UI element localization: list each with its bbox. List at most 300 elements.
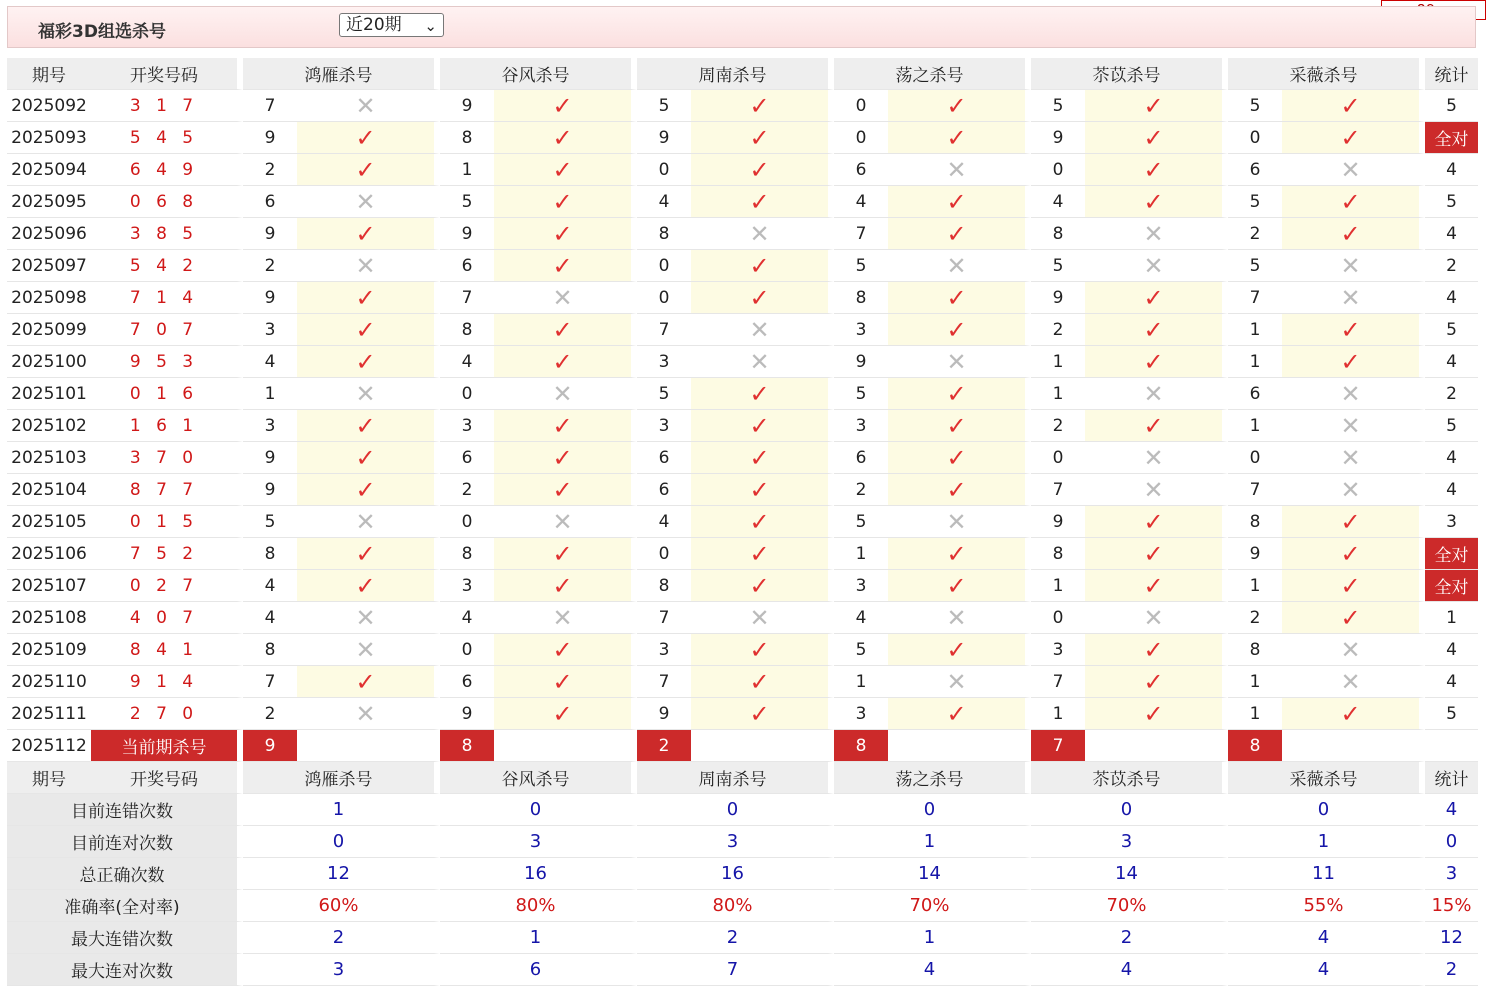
check-icon: ✓: [1085, 122, 1228, 154]
check-icon: ✓: [691, 506, 834, 538]
kill-number-cell: 8: [834, 282, 888, 314]
check-icon: ✓: [888, 634, 1031, 666]
stat-cell: 4: [1425, 634, 1478, 666]
check-icon: ✓: [691, 634, 834, 666]
cross-icon: ✕: [494, 506, 637, 538]
column-header-expert: 采薇杀号: [1228, 58, 1425, 90]
kill-number-cell: 3: [834, 570, 888, 602]
period-range-select[interactable]: [339, 13, 444, 37]
kill-number-cell: 1: [1228, 570, 1282, 602]
stat-cell: 4: [1425, 346, 1478, 378]
kill-number-cell: 7: [440, 282, 494, 314]
summary-value: 3: [1425, 858, 1478, 890]
kill-number-cell: 9: [834, 346, 888, 378]
check-icon: ✓: [1085, 634, 1228, 666]
summary-value: 70%: [834, 890, 1031, 922]
kill-number-cell: 1: [1031, 698, 1085, 730]
check-icon: ✓: [691, 410, 834, 442]
check-icon: ✓: [494, 570, 637, 602]
period-cell: 2025104: [7, 474, 91, 506]
table-row: [7, 570, 1478, 602]
check-icon: ✓: [888, 186, 1031, 218]
kill-number-cell: 3: [637, 634, 691, 666]
check-icon: ✓: [494, 218, 637, 250]
cross-icon: ✕: [1282, 666, 1425, 698]
kill-number-cell: 0: [440, 634, 494, 666]
kill-number-cell: 9: [243, 218, 297, 250]
kill-number-cell: 8: [440, 538, 494, 570]
check-icon: ✓: [1085, 570, 1228, 602]
current-kill-number: 8: [1228, 730, 1282, 762]
empty-cell: [297, 730, 440, 762]
cross-icon: ✕: [297, 378, 440, 410]
check-icon: ✓: [494, 154, 637, 186]
period-cell: 2025105: [7, 506, 91, 538]
summary-value: 0: [243, 826, 440, 858]
summary-value: 70%: [1031, 890, 1228, 922]
check-icon: ✓: [888, 90, 1031, 122]
kill-number-cell: 0: [834, 90, 888, 122]
draw-number-cell: 6 4 9: [91, 154, 243, 186]
check-icon: ✓: [1282, 122, 1425, 154]
period-cell: 2025101: [7, 378, 91, 410]
summary-value: 80%: [440, 890, 637, 922]
kill-number-cell: 5: [637, 90, 691, 122]
cross-icon: ✕: [1282, 250, 1425, 282]
kill-number-cell: 9: [637, 698, 691, 730]
column-header-period: 期号: [7, 762, 91, 794]
empty-cell: [494, 730, 637, 762]
kill-number-cell: 5: [243, 506, 297, 538]
period-cell: 2025111: [7, 698, 91, 730]
check-icon: ✓: [1085, 282, 1228, 314]
check-icon: ✓: [494, 442, 637, 474]
cross-icon: ✕: [1085, 602, 1228, 634]
kill-number-cell: 8: [1031, 218, 1085, 250]
kill-number-cell: 8: [243, 538, 297, 570]
summary-value: 0: [834, 794, 1031, 826]
check-icon: ✓: [888, 442, 1031, 474]
kill-number-cell: 0: [1031, 154, 1085, 186]
cross-icon: ✕: [1085, 218, 1228, 250]
summary-value: 0: [637, 794, 834, 826]
stat-cell: 2: [1425, 250, 1478, 282]
all-correct-badge: 全对: [1425, 122, 1478, 154]
check-icon: ✓: [888, 570, 1031, 602]
kill-number-cell: 1: [834, 538, 888, 570]
column-header-expert: 谷风杀号: [440, 58, 637, 90]
summary-value: 1: [440, 922, 637, 954]
period-cell: 2025095: [7, 186, 91, 218]
kill-number-cell: 8: [637, 218, 691, 250]
check-icon: ✓: [494, 538, 637, 570]
stat-cell: 4: [1425, 474, 1478, 506]
kill-number-cell: 1: [1228, 666, 1282, 698]
check-icon: ✓: [888, 474, 1031, 506]
kill-number-cell: 7: [637, 602, 691, 634]
kill-number-cell: 5: [834, 378, 888, 410]
page-title: 福彩3D组选杀号: [38, 22, 166, 42]
kill-number-cell: 4: [637, 186, 691, 218]
check-icon: ✓: [1282, 218, 1425, 250]
check-icon: ✓: [1282, 506, 1425, 538]
period-cell: 2025097: [7, 250, 91, 282]
stat-cell: 1: [1425, 602, 1478, 634]
column-header-expert: 荡之杀号: [834, 762, 1031, 794]
header-row: [7, 762, 1478, 794]
period-cell: 2025110: [7, 666, 91, 698]
kill-number-cell: 5: [1031, 90, 1085, 122]
kill-number-cell: 6: [440, 250, 494, 282]
summary-value: 4: [1228, 922, 1425, 954]
draw-number-cell: 8 4 1: [91, 634, 243, 666]
kill-number-cell: 0: [637, 250, 691, 282]
kill-number-cell: 6: [834, 154, 888, 186]
check-icon: ✓: [297, 154, 440, 186]
kill-number-cell: 9: [1031, 122, 1085, 154]
draw-number-cell: 8 7 7: [91, 474, 243, 506]
kill-number-cell: 2: [243, 698, 297, 730]
check-icon: ✓: [691, 90, 834, 122]
kill-number-cell: 7: [1228, 474, 1282, 506]
kill-number-cell: 8: [440, 314, 494, 346]
kill-number-cell: 2: [1228, 602, 1282, 634]
column-header-draw: 开奖号码: [91, 58, 243, 90]
cross-icon: ✕: [494, 602, 637, 634]
summary-row: [7, 858, 1478, 890]
kill-number-cell: 4: [440, 602, 494, 634]
summary-label: 目前连错次数: [7, 794, 243, 826]
page-header: [7, 6, 1476, 48]
summary-value: 12: [243, 858, 440, 890]
summary-value: 4: [1031, 954, 1228, 986]
period-cell: 2025099: [7, 314, 91, 346]
check-icon: ✓: [494, 410, 637, 442]
kill-number-cell: 5: [834, 634, 888, 666]
kill-number-cell: 0: [1228, 122, 1282, 154]
kill-number-cell: 4: [243, 570, 297, 602]
draw-number-cell: 0 2 7: [91, 570, 243, 602]
period-cell: 2025106: [7, 538, 91, 570]
kill-number-cell: 9: [243, 282, 297, 314]
empty-cell: [1425, 730, 1478, 762]
check-icon: ✓: [1085, 666, 1228, 698]
check-icon: ✓: [494, 698, 637, 730]
cross-icon: ✕: [691, 346, 834, 378]
table-row: [7, 634, 1478, 666]
check-icon: ✓: [888, 698, 1031, 730]
summary-value: 4: [1425, 794, 1478, 826]
stat-cell: 2: [1425, 378, 1478, 410]
all-correct-badge: 全对: [1425, 570, 1478, 602]
summary-value: 16: [637, 858, 834, 890]
column-header-expert: 苶苡杀号: [1031, 58, 1228, 90]
summary-row: [7, 826, 1478, 858]
kill-number-cell: 8: [243, 634, 297, 666]
kill-number-cell: 1: [1228, 346, 1282, 378]
table-row: [7, 474, 1478, 506]
cross-icon: ✕: [888, 602, 1031, 634]
kill-number-cell: 9: [637, 122, 691, 154]
kill-number-cell: 0: [1031, 442, 1085, 474]
period-cell: 2025100: [7, 346, 91, 378]
table-row: [7, 314, 1478, 346]
check-icon: ✓: [297, 474, 440, 506]
cross-icon: ✕: [297, 634, 440, 666]
column-header-expert: 周南杀号: [637, 762, 834, 794]
column-header-period: 期号: [7, 58, 91, 90]
check-icon: ✓: [1085, 410, 1228, 442]
check-icon: ✓: [297, 538, 440, 570]
cross-icon: ✕: [297, 250, 440, 282]
summary-value: 4: [1228, 954, 1425, 986]
check-icon: ✓: [691, 442, 834, 474]
draw-number-cell: 0 1 5: [91, 506, 243, 538]
check-icon: ✓: [691, 474, 834, 506]
kill-number-cell: 6: [637, 442, 691, 474]
kill-number-cell: 5: [637, 378, 691, 410]
summary-value: 14: [834, 858, 1031, 890]
check-icon: ✓: [691, 570, 834, 602]
stat-cell: 4: [1425, 218, 1478, 250]
cross-icon: ✕: [888, 346, 1031, 378]
table-row: [7, 442, 1478, 474]
check-icon: ✓: [1282, 570, 1425, 602]
kill-number-cell: 4: [243, 346, 297, 378]
summary-value: 0: [1228, 794, 1425, 826]
kill-number-cell: 0: [1031, 602, 1085, 634]
kill-number-cell: 4: [834, 602, 888, 634]
check-icon: ✓: [297, 314, 440, 346]
summary-value: 4: [834, 954, 1031, 986]
summary-value: 15%: [1425, 890, 1478, 922]
cross-icon: ✕: [1085, 250, 1228, 282]
kill-number-cell: 6: [834, 442, 888, 474]
cross-icon: ✕: [1085, 378, 1228, 410]
check-icon: ✓: [297, 570, 440, 602]
draw-number-cell: 7 5 2: [91, 538, 243, 570]
summary-value: 55%: [1228, 890, 1425, 922]
kill-number-cell: 0: [1228, 442, 1282, 474]
check-icon: ✓: [1085, 186, 1228, 218]
check-icon: ✓: [1085, 538, 1228, 570]
cross-icon: ✕: [1282, 378, 1425, 410]
kill-number-cell: 7: [637, 314, 691, 346]
draw-number-cell: 9 5 3: [91, 346, 243, 378]
kill-number-cell: 2: [1031, 314, 1085, 346]
table-row: [7, 506, 1478, 538]
current-period-row: [7, 730, 1478, 762]
draw-number-cell: 4 0 7: [91, 602, 243, 634]
summary-value: 3: [637, 826, 834, 858]
kill-number-cell: 9: [1031, 282, 1085, 314]
kill-number-cell: 4: [440, 346, 494, 378]
current-kill-label: 当前期杀号: [91, 730, 243, 762]
kill-number-cell: 6: [1228, 154, 1282, 186]
kill-number-cell: 0: [834, 122, 888, 154]
period-cell: 2025094: [7, 154, 91, 186]
summary-value: 60%: [243, 890, 440, 922]
table-row: [7, 378, 1478, 410]
cross-icon: ✕: [691, 602, 834, 634]
cross-icon: ✕: [297, 186, 440, 218]
kill-number-cell: 7: [243, 666, 297, 698]
cross-icon: ✕: [297, 506, 440, 538]
summary-label: 目前连对次数: [7, 826, 243, 858]
check-icon: ✓: [888, 314, 1031, 346]
kill-number-cell: 8: [440, 122, 494, 154]
kill-number-cell: 5: [834, 250, 888, 282]
kill-number-cell: 9: [243, 122, 297, 154]
check-icon: ✓: [1282, 538, 1425, 570]
period-cell: 2025109: [7, 634, 91, 666]
check-icon: ✓: [297, 442, 440, 474]
kill-number-cell: 8: [637, 570, 691, 602]
kill-number-cell: 8: [1228, 506, 1282, 538]
kill-number-cell: 4: [243, 602, 297, 634]
kill-number-cell: 1: [1228, 314, 1282, 346]
check-icon: ✓: [888, 122, 1031, 154]
summary-label: 最大连错次数: [7, 922, 243, 954]
check-icon: ✓: [1282, 186, 1425, 218]
kill-number-cell: 2: [1228, 218, 1282, 250]
check-icon: ✓: [494, 346, 637, 378]
check-icon: ✓: [691, 154, 834, 186]
check-icon: ✓: [494, 122, 637, 154]
empty-cell: [1085, 730, 1228, 762]
summary-value: 14: [1031, 858, 1228, 890]
kill-number-cell: 7: [243, 90, 297, 122]
cross-icon: ✕: [494, 378, 637, 410]
summary-value: 3: [243, 954, 440, 986]
stat-cell: 3: [1425, 506, 1478, 538]
kill-number-cell: 2: [440, 474, 494, 506]
kill-number-cell: 5: [440, 186, 494, 218]
kill-number-cell: 0: [637, 282, 691, 314]
draw-number-cell: 5 4 5: [91, 122, 243, 154]
cross-icon: ✕: [1085, 442, 1228, 474]
summary-row: [7, 890, 1478, 922]
kill-number-cell: 0: [637, 538, 691, 570]
cross-icon: ✕: [297, 698, 440, 730]
check-icon: ✓: [1282, 90, 1425, 122]
check-icon: ✓: [691, 538, 834, 570]
check-icon: ✓: [691, 250, 834, 282]
kill-number-cell: 5: [1228, 90, 1282, 122]
kill-number-cell: 3: [440, 410, 494, 442]
cross-icon: ✕: [1282, 282, 1425, 314]
kill-number-cell: 9: [1031, 506, 1085, 538]
stat-cell: 5: [1425, 698, 1478, 730]
period-cell: 2025102: [7, 410, 91, 442]
period-cell: 2025093: [7, 122, 91, 154]
kill-number-cell: 6: [440, 666, 494, 698]
check-icon: ✓: [494, 666, 637, 698]
kill-number-cell: 2: [243, 250, 297, 282]
kill-number-cell: 7: [637, 666, 691, 698]
check-icon: ✓: [297, 410, 440, 442]
check-icon: ✓: [691, 378, 834, 410]
check-icon: ✓: [494, 634, 637, 666]
cross-icon: ✕: [297, 602, 440, 634]
check-icon: ✓: [494, 474, 637, 506]
table-row: [7, 410, 1478, 442]
column-header-expert: 苶苡杀号: [1031, 762, 1228, 794]
period-cell: 2025103: [7, 442, 91, 474]
summary-value: 3: [1031, 826, 1228, 858]
all-correct-badge: 全对: [1425, 538, 1478, 570]
kill-number-cell: 2: [1031, 410, 1085, 442]
summary-value: 0: [1031, 794, 1228, 826]
table-row: [7, 282, 1478, 314]
column-header-stat: 统计: [1425, 762, 1478, 794]
kill-number-cell: 7: [1228, 282, 1282, 314]
kill-number-cell: 1: [1031, 570, 1085, 602]
kill-number-cell: 6: [637, 474, 691, 506]
column-header-expert: 荡之杀号: [834, 58, 1031, 90]
check-icon: ✓: [494, 186, 637, 218]
kill-number-cell: 1: [1228, 698, 1282, 730]
cross-icon: ✕: [888, 154, 1031, 186]
summary-value: 1: [1228, 826, 1425, 858]
kill-number-cell: 3: [243, 410, 297, 442]
summary-value: 1: [243, 794, 440, 826]
empty-cell: [691, 730, 834, 762]
kill-number-cell: 9: [440, 90, 494, 122]
summary-value: 6: [440, 954, 637, 986]
period-cell: 2025107: [7, 570, 91, 602]
table-row: [7, 250, 1478, 282]
table-row: [7, 698, 1478, 730]
table-row: [7, 538, 1478, 570]
period-cell: 2025098: [7, 282, 91, 314]
kill-number-cell: 1: [834, 666, 888, 698]
check-icon: ✓: [494, 90, 637, 122]
stat-cell: 5: [1425, 410, 1478, 442]
kill-number-cell: 9: [440, 218, 494, 250]
table-row: [7, 666, 1478, 698]
kill-number-cell: 4: [637, 506, 691, 538]
table-row: [7, 122, 1478, 154]
check-icon: ✓: [297, 346, 440, 378]
kill-number-cell: 7: [1031, 666, 1085, 698]
cross-icon: ✕: [691, 218, 834, 250]
stat-cell: 5: [1425, 90, 1478, 122]
current-kill-number: 9: [243, 730, 297, 762]
period-cell: 2025108: [7, 602, 91, 634]
check-icon: ✓: [1085, 346, 1228, 378]
table-row: [7, 186, 1478, 218]
summary-value: 0: [440, 794, 637, 826]
check-icon: ✓: [691, 186, 834, 218]
kill-number-cell: 9: [440, 698, 494, 730]
kill-number-cell: 9: [1228, 538, 1282, 570]
cross-icon: ✕: [888, 506, 1031, 538]
table-row: [7, 346, 1478, 378]
table-row: [7, 218, 1478, 250]
summary-value: 2: [1425, 954, 1478, 986]
current-kill-number: 8: [834, 730, 888, 762]
empty-cell: [888, 730, 1031, 762]
cross-icon: ✕: [494, 282, 637, 314]
column-header-expert: 采薇杀号: [1228, 762, 1425, 794]
table-row: [7, 602, 1478, 634]
check-icon: ✓: [1282, 602, 1425, 634]
summary-row: [7, 922, 1478, 954]
check-icon: ✓: [1085, 154, 1228, 186]
draw-number-cell: 1 6 1: [91, 410, 243, 442]
column-header-expert: 鸿雁杀号: [243, 762, 440, 794]
